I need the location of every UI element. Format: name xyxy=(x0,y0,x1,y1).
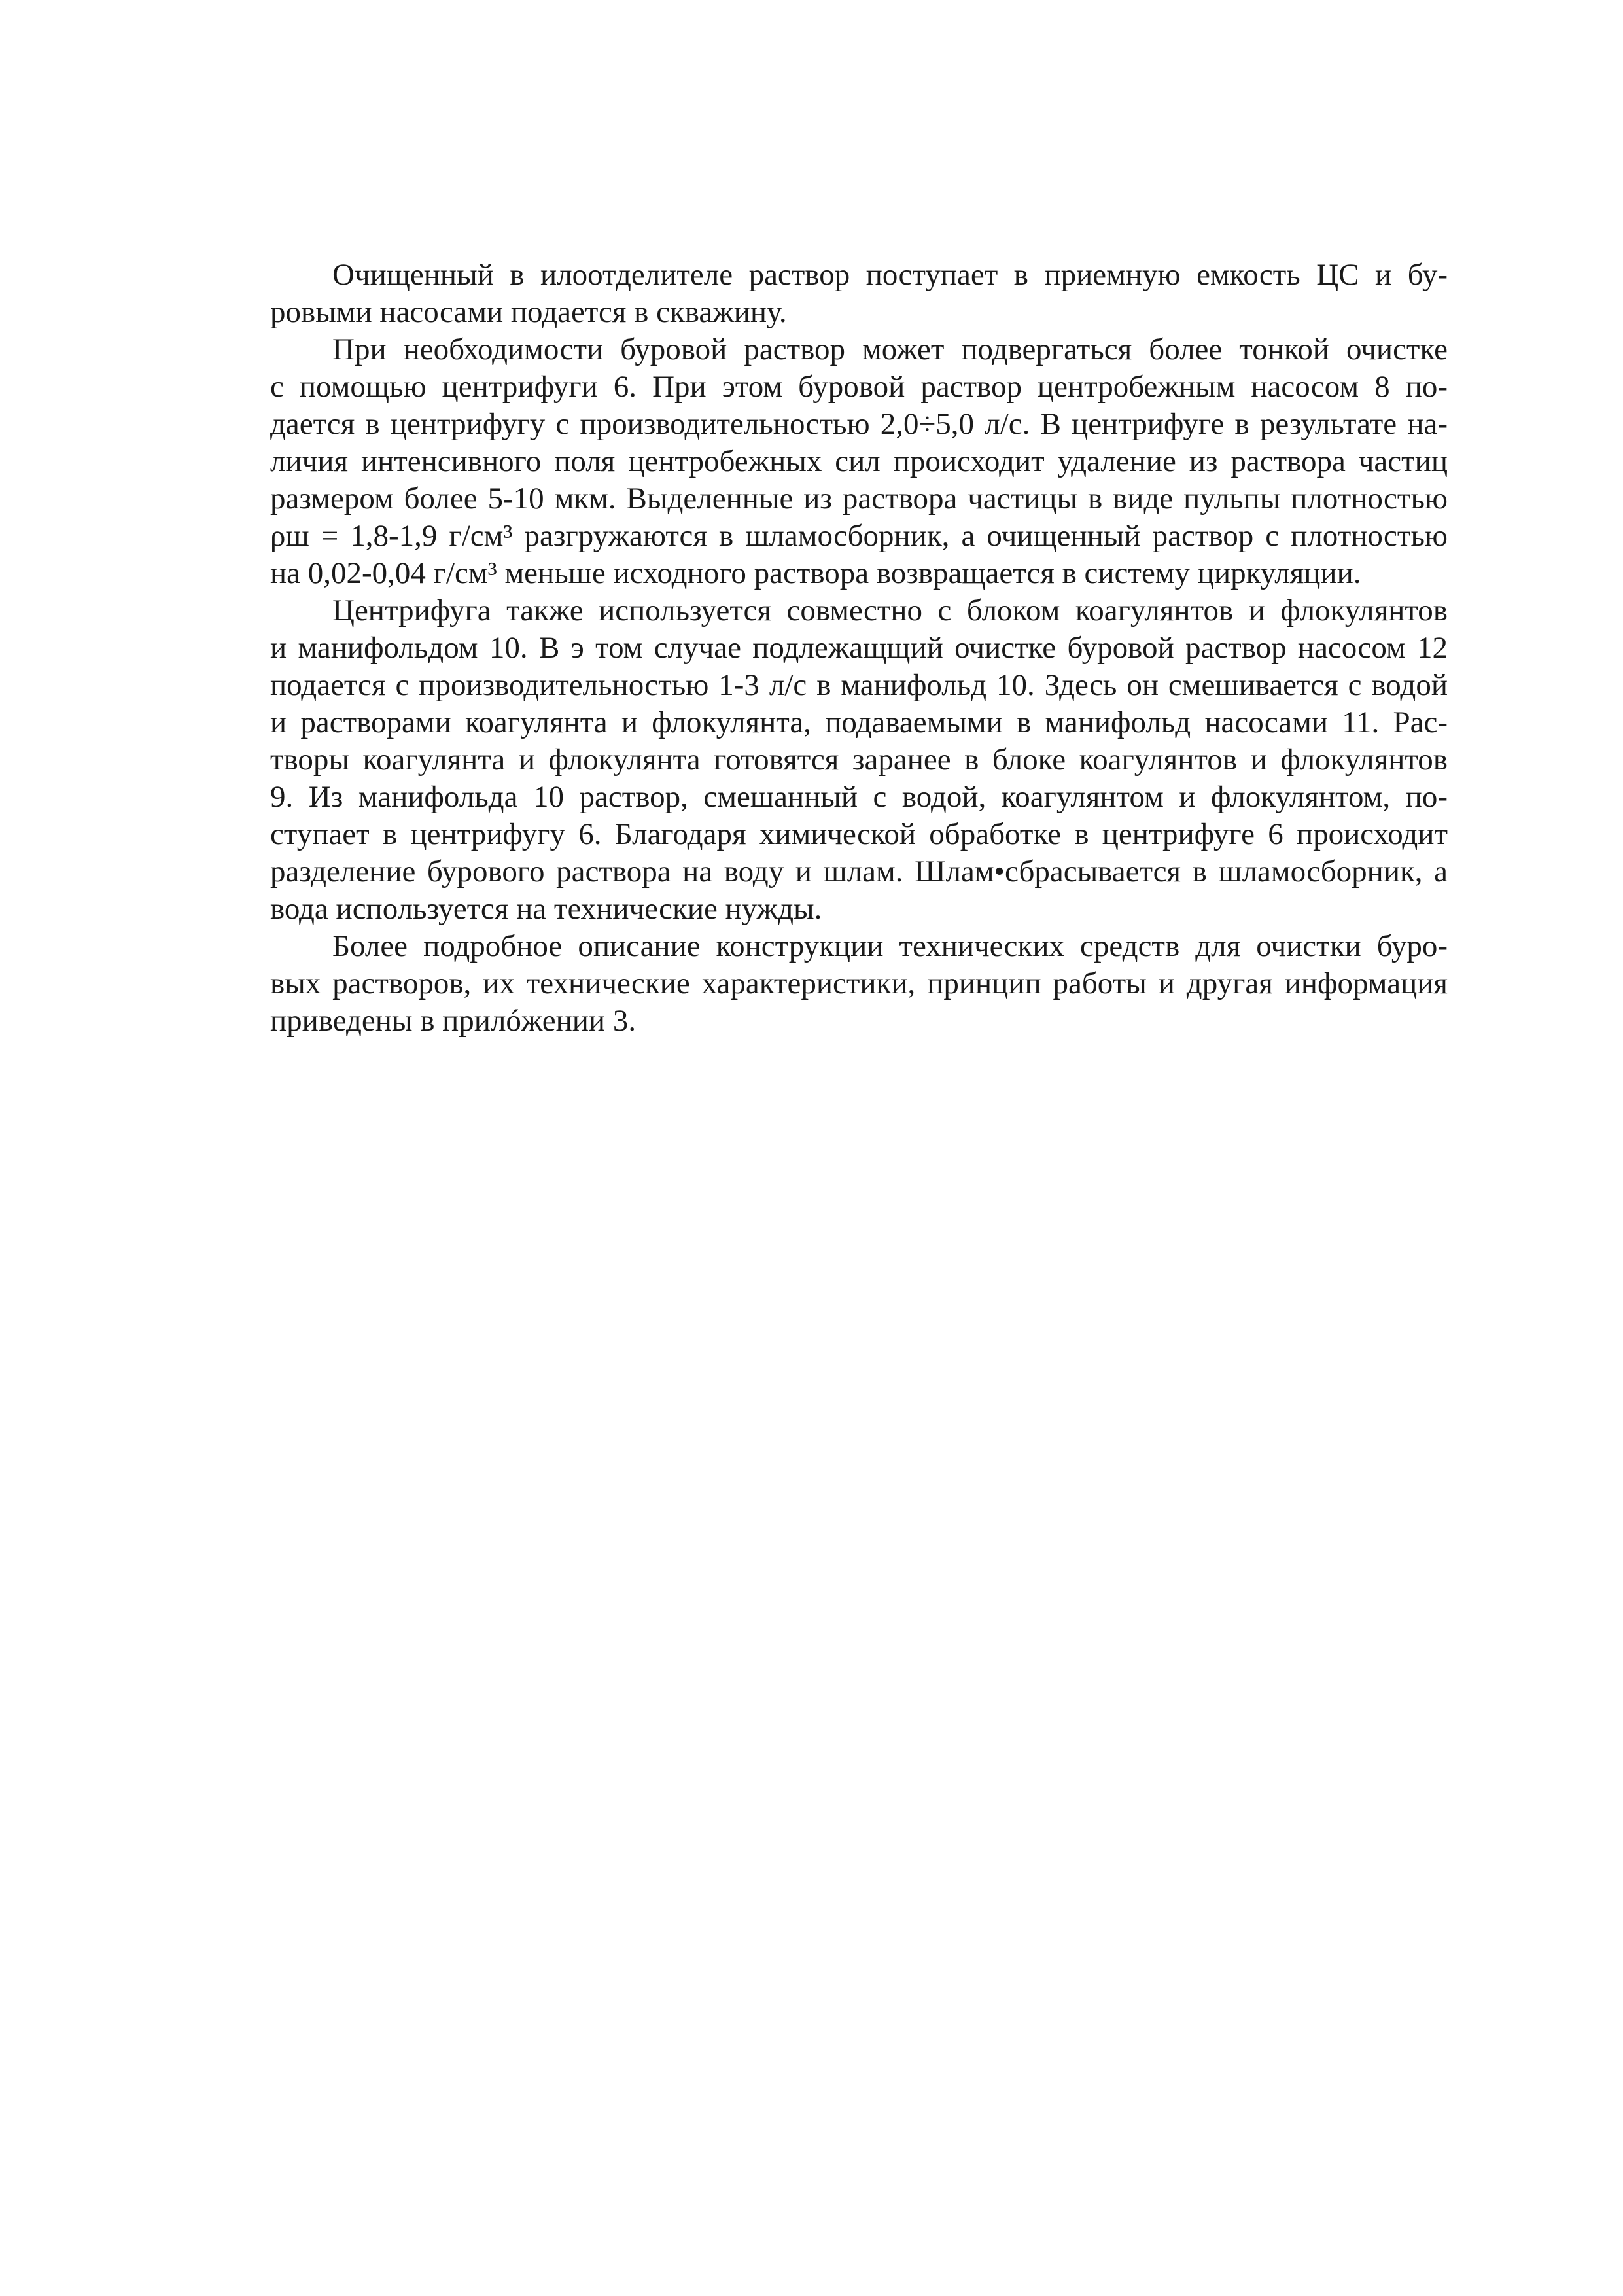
paragraph-4 xyxy=(270,928,1448,1040)
paragraph-2-line-3: дается в центрифугу с производительностью 2,0÷5,0 л/с. В центрифуге в результате на- xyxy=(270,407,1448,441)
paragraph-4-line-2: вых растворов, их технические характеристики, принцип работы и другая информация xyxy=(270,966,1448,1000)
paragraph-2-line-4: личия интенсивного поля центробежных сил происходит удаление из раствора частиц xyxy=(270,444,1448,478)
paragraph-2-line-7: на 0,02-0,04 г/см³ меньше исходного раствора возвращается в систему циркуляции. xyxy=(270,556,1361,590)
paragraph-3-line-9: вода используется на технические нужды. xyxy=(270,892,822,926)
paragraph-3-line-2: и манифольдом 10. В э том случае подлежащщий очистке буровой раствор насосом 12 xyxy=(270,631,1448,665)
paragraph-2-line-6: ρш = 1,8-1,9 г/см³ разгружаются в шламосборник, а очищенный раствор с плотностью xyxy=(270,519,1448,553)
paragraph-3-line-8: разделение бурового раствора на воду и шлам. Шлам•сбрасывается в шламосборник, а xyxy=(270,855,1448,889)
paragraph-2 xyxy=(270,331,1448,592)
paragraph-1-line-2: ровыми насосами подается в скважину. xyxy=(270,295,787,329)
paragraph-1 xyxy=(270,256,1448,331)
paragraph-1-line-1: Очищенный в илоотделителе раствор поступает в приемную емкость ЦС и бу- xyxy=(332,258,1448,292)
paragraph-2-line-2: с помощью центрифуги 6. При этом буровой раствор центробежным насосом 8 по- xyxy=(270,370,1448,404)
paragraph-2-line-1: При необходимости буровой раствор может подвергаться более тонкой очистке xyxy=(332,332,1448,366)
paragraph-2-line-5: размером более 5-10 мкм. Выделенные из раствора частицы в виде пульпы плотностью xyxy=(270,482,1448,516)
paragraph-3-line-3: подается с производительностью 1-3 л/с в манифольд 10. Здесь он смешивается с водой xyxy=(270,668,1448,702)
document-body xyxy=(270,256,1448,1040)
paragraph-3-line-4: и растворами коагулянта и флокулянта, подаваемыми в манифольд насосами 11. Рас- xyxy=(270,705,1448,739)
paragraph-3-line-7: ступает в центрифугу 6. Благодаря химической обработке в центрифуге 6 происходит xyxy=(270,817,1448,851)
paragraph-3-line-1: Центрифуга также используется совместно с блоком коагулянтов и флокулянтов xyxy=(332,593,1448,627)
paragraph-4-line-3: приведены в прилóжении 3. xyxy=(270,1004,637,1038)
paragraph-3-line-5: творы коагулянта и флокулянта готовятся заранее в блоке коагулянтов и флокулянтов xyxy=(270,743,1448,777)
paragraph-3 xyxy=(270,592,1448,928)
paragraph-4-line-1: Более подробное описание конструкции технических средств для очистки буро- xyxy=(332,929,1448,963)
paragraph-3-line-6: 9. Из манифольда 10 раствор, смешанный с водой, коагулянтом и флокулянтом, по- xyxy=(270,780,1448,814)
